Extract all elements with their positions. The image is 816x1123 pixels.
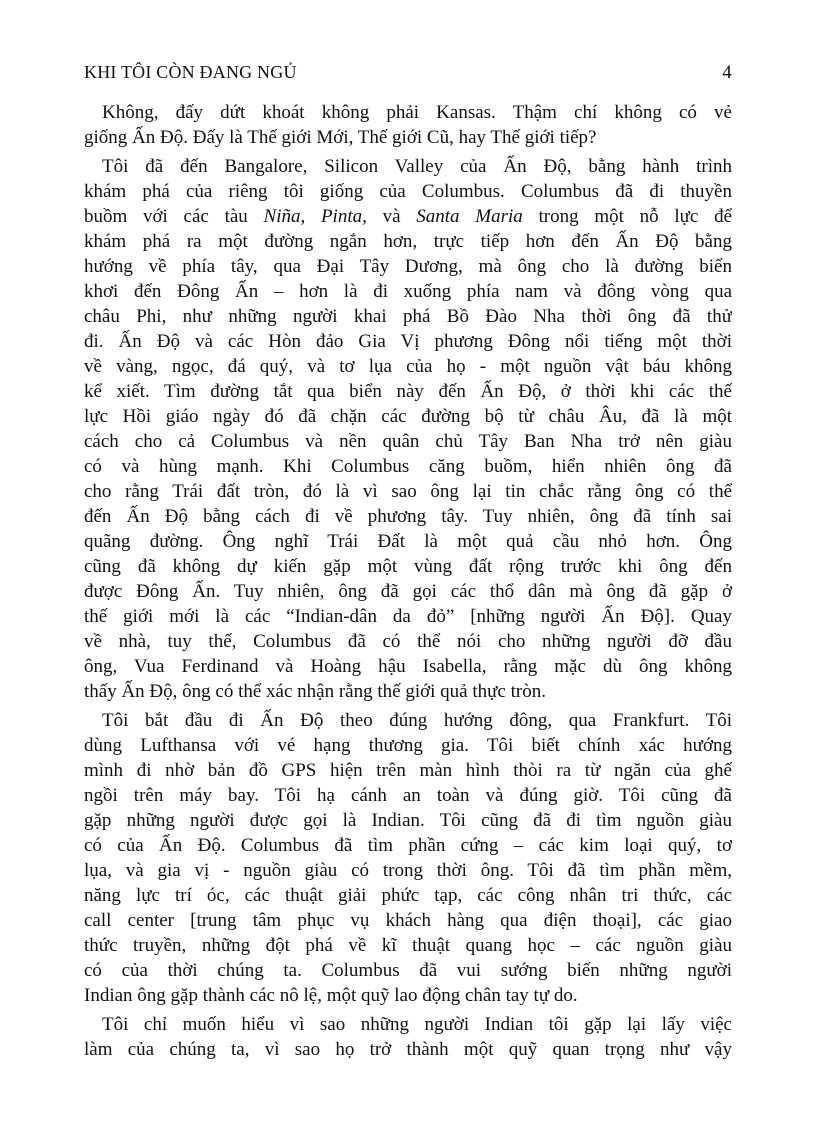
text-line: được Đông Ấn. Tuy nhiên, ông đã gọi các thổ dân mà ông đã gặp ở bbox=[84, 581, 732, 602]
text-line: buồm với các tàu Niña, Pinta, và Santa Maria trong một nỗ lực để bbox=[84, 206, 732, 227]
text-line: khám phá ra một đường ngắn hơn, trực tiếp hơn đến Ấn Độ bằng bbox=[84, 231, 732, 252]
text-line: ông, Vua Ferdinand và Hoàng hậu Isabella, rằng mặc dù ông không bbox=[84, 656, 732, 677]
paragraph bbox=[84, 1012, 732, 1062]
text-line: Indian ông gặp thành các nô lệ, một quỹ lao động chân tay tự do. bbox=[84, 985, 578, 1006]
ship-names: Niña, Pinta, bbox=[263, 206, 367, 227]
page-number: 4 bbox=[722, 62, 732, 83]
text-line: call center [trung tâm phục vụ khách hàng qua điện thoại], các giao bbox=[84, 910, 732, 931]
text-line: kể xiết. Tìm đường tắt qua biển này đến Ấn Độ, ở thời khi các thế bbox=[84, 381, 732, 402]
text-line: Tôi bắt đầu đi Ấn Độ theo đúng hướng đông, qua Frankfurt. Tôi bbox=[102, 710, 732, 731]
text-line: lụa, và gia vị - nguồn giàu có trong thời ông. Tôi đã tìm phần mềm, bbox=[84, 860, 732, 881]
text-line: Không, đấy dứt khoát không phải Kansas. Thậm chí không có vẻ bbox=[102, 102, 732, 123]
text-line: đến Ấn Độ bằng cách đi về phương tây. Tuy nhiên, ông đã tính sai bbox=[84, 506, 732, 527]
text-line: khám phá của riêng tôi giống của Columbus. Columbus đã đi thuyền bbox=[84, 181, 732, 202]
text-line: đi. Ấn Độ và các Hòn đảo Gia Vị phương Đông nổi tiếng một thời bbox=[84, 331, 732, 352]
text-line: có và hùng mạnh. Khi Columbus căng buồm, hiển nhiên ông đã bbox=[84, 456, 732, 477]
paragraph bbox=[84, 100, 732, 150]
text-line: năng lực trí óc, các thuật giải phức tạp, các công nhân tri thức, các bbox=[84, 885, 732, 906]
text-line: cách cho cả Columbus và nền quân chủ Tây Ban Nha trở nên giàu bbox=[84, 431, 732, 452]
ship-names: Santa Maria bbox=[416, 206, 523, 227]
text-line: về nhà, tuy thế, Columbus đã có thể nói cho những người đỡ đầu bbox=[84, 631, 732, 652]
text-line: lực Hồi giáo ngày đó đã chặn các đường bộ từ châu Âu, đã là một bbox=[84, 406, 732, 427]
paragraph bbox=[84, 708, 732, 1008]
body-text bbox=[84, 100, 732, 1062]
text-line: có của Ấn Độ. Columbus đã tìm phần cứng – các kim loại quý, tơ bbox=[84, 835, 732, 856]
text-line: ngồi trên máy bay. Tôi hạ cánh an toàn và đúng giờ. Tôi cũng đã bbox=[84, 785, 732, 806]
text-line: châu Phi, như những người khai phá Bồ Đào Nha thời ông đã thử bbox=[84, 306, 732, 327]
text-line: khơi đến Đông Ấn – hơn là đi xuống phía nam và đông vòng qua bbox=[84, 281, 732, 302]
text-line: thế giới mới là các “Indian-dân da đỏ” [những người Ấn Độ]. Quay bbox=[84, 606, 732, 627]
text-line: mình đi nhờ bản đồ GPS hiện trên màn hình thòi ra từ ngăn của ghế bbox=[84, 760, 732, 781]
text-line: thấy Ấn Độ, ông có thể xác nhận rằng thế giới quả thực tròn. bbox=[84, 681, 546, 702]
text-line: dùng Lufthansa với vé hạng thương gia. Tôi biết chính xác hướng bbox=[84, 735, 732, 756]
text-line: Tôi chỉ muốn hiểu vì sao những người Indian tôi gặp lại lấy việc bbox=[102, 1014, 732, 1035]
text-line: giống Ấn Độ. Đấy là Thế giới Mới, Thế giới Cũ, hay Thế giới tiếp? bbox=[84, 127, 597, 148]
text-line: cũng đã không dự kiến gặp một vùng đất rộng trước khi ông đến bbox=[84, 556, 732, 577]
text-line: Tôi đã đến Bangalore, Silicon Valley của Ấn Độ, bằng hành trình bbox=[102, 156, 732, 177]
running-title: KHI TÔI CÒN ĐANG NGỦ bbox=[84, 62, 297, 82]
text-line: cho rằng Trái đất tròn, đó là vì sao ông lại tin chắc rằng ông có thể bbox=[84, 481, 732, 502]
paragraph bbox=[84, 154, 732, 704]
text-line: về vàng, ngọc, đá quý, và tơ lụa của họ - một nguồn vật báu không bbox=[84, 356, 732, 377]
text-line: có của thời chúng ta. Columbus đã vui sướng biến những người bbox=[84, 960, 732, 981]
text-line: làm của chúng ta, vì sao họ trở thành một quỹ quan trọng như vậy bbox=[84, 1039, 732, 1060]
text-line: gặp những người được gọi là Indian. Tôi cũng đã đi tìm nguồn giàu bbox=[84, 810, 732, 831]
text-line: thức truyền, những đột phá về kĩ thuật quang học – các nguồn giàu bbox=[84, 935, 732, 956]
text-line: quãng đường. Ông nghĩ Trái Đất là một quả cầu nhỏ hơn. Ông bbox=[84, 531, 732, 552]
text-line: hướng về phía tây, qua Đại Tây Dương, mà ông cho là đường biển bbox=[84, 256, 732, 277]
page-header bbox=[84, 62, 732, 90]
